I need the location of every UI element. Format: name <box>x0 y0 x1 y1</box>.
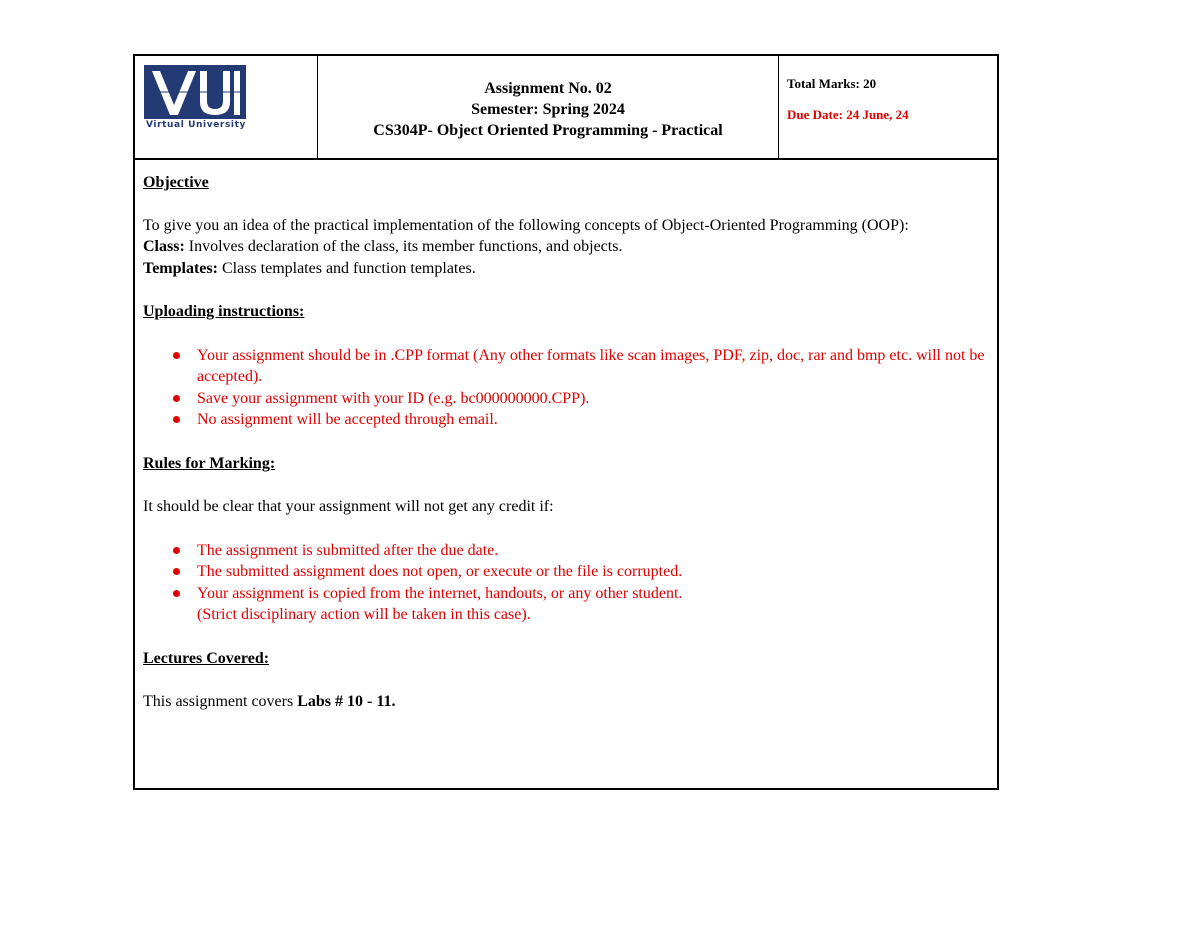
rules-note: (Strict disciplinary action will be taken in this case). <box>197 606 531 623</box>
vu-logo <box>144 65 246 119</box>
total-marks: Total Marks: 20 <box>787 76 877 91</box>
content-area <box>135 160 997 713</box>
course-title: CS304P- Object Oriented Programming - Practical <box>373 121 723 139</box>
rules-heading: Rules for Marking: <box>143 454 276 472</box>
list-item: Your assignment is copied from the internet, handouts, or any other student. (Strict disciplinary action will be taken in this case). <box>143 583 989 626</box>
rules-list <box>143 540 989 626</box>
bullet-icon <box>173 416 180 423</box>
objective-intro: To give you an idea of the practical implementation of the following concepts of Object-Oriented Programming (OOP): <box>143 216 909 234</box>
assignment-number: Assignment No. 02 <box>484 79 612 97</box>
semester: Semester: Spring 2024 <box>471 100 625 118</box>
bullet-icon <box>173 395 180 402</box>
assignment-frame <box>133 54 999 790</box>
lectures-heading: Lectures Covered: <box>143 649 270 667</box>
lectures-text: This assignment covers <box>143 693 298 710</box>
class-label: Class: <box>143 238 185 255</box>
due-date: Due Date: 24 June, 24 <box>787 107 909 122</box>
objective-heading: Objective <box>143 174 209 191</box>
templates-line <box>143 258 989 280</box>
class-line <box>143 236 989 258</box>
list-item: The submitted assignment does not open, or execute or the file is corrupted. <box>143 561 989 583</box>
logo-cell <box>135 56 318 158</box>
class-text: Involves declaration of the class, its member functions, and objects. <box>184 238 623 255</box>
lectures-line <box>143 691 989 713</box>
header-table <box>135 56 997 160</box>
bullet-icon <box>173 590 180 597</box>
list-item: Save your assignment with your ID (e.g. bc000000000.CPP). <box>143 388 989 410</box>
list-item: No assignment will be accepted through email. <box>143 409 989 431</box>
title-cell <box>318 56 779 158</box>
marks-cell <box>779 56 997 158</box>
uploading-list <box>143 345 989 431</box>
list-item: The assignment is submitted after the due date. <box>143 540 989 562</box>
logo-caption: Virtual University <box>146 120 246 130</box>
list-item: Your assignment should be in .CPP format (Any other formats like scan images, PDF, zip, doc, rar and bmp etc. will not be accepted). <box>143 345 989 388</box>
bullet-icon <box>173 352 180 359</box>
templates-label: Templates: <box>143 259 218 277</box>
uploading-heading: Uploading instructions: <box>143 303 305 320</box>
bullet-icon <box>173 547 180 554</box>
bullet-icon <box>173 568 180 575</box>
rules-intro: It should be clear that your assignment will not get any credit if: <box>143 498 554 515</box>
lectures-labs: Labs # 10 - 11. <box>297 693 396 710</box>
templates-text: Class templates and function templates. <box>217 259 476 277</box>
